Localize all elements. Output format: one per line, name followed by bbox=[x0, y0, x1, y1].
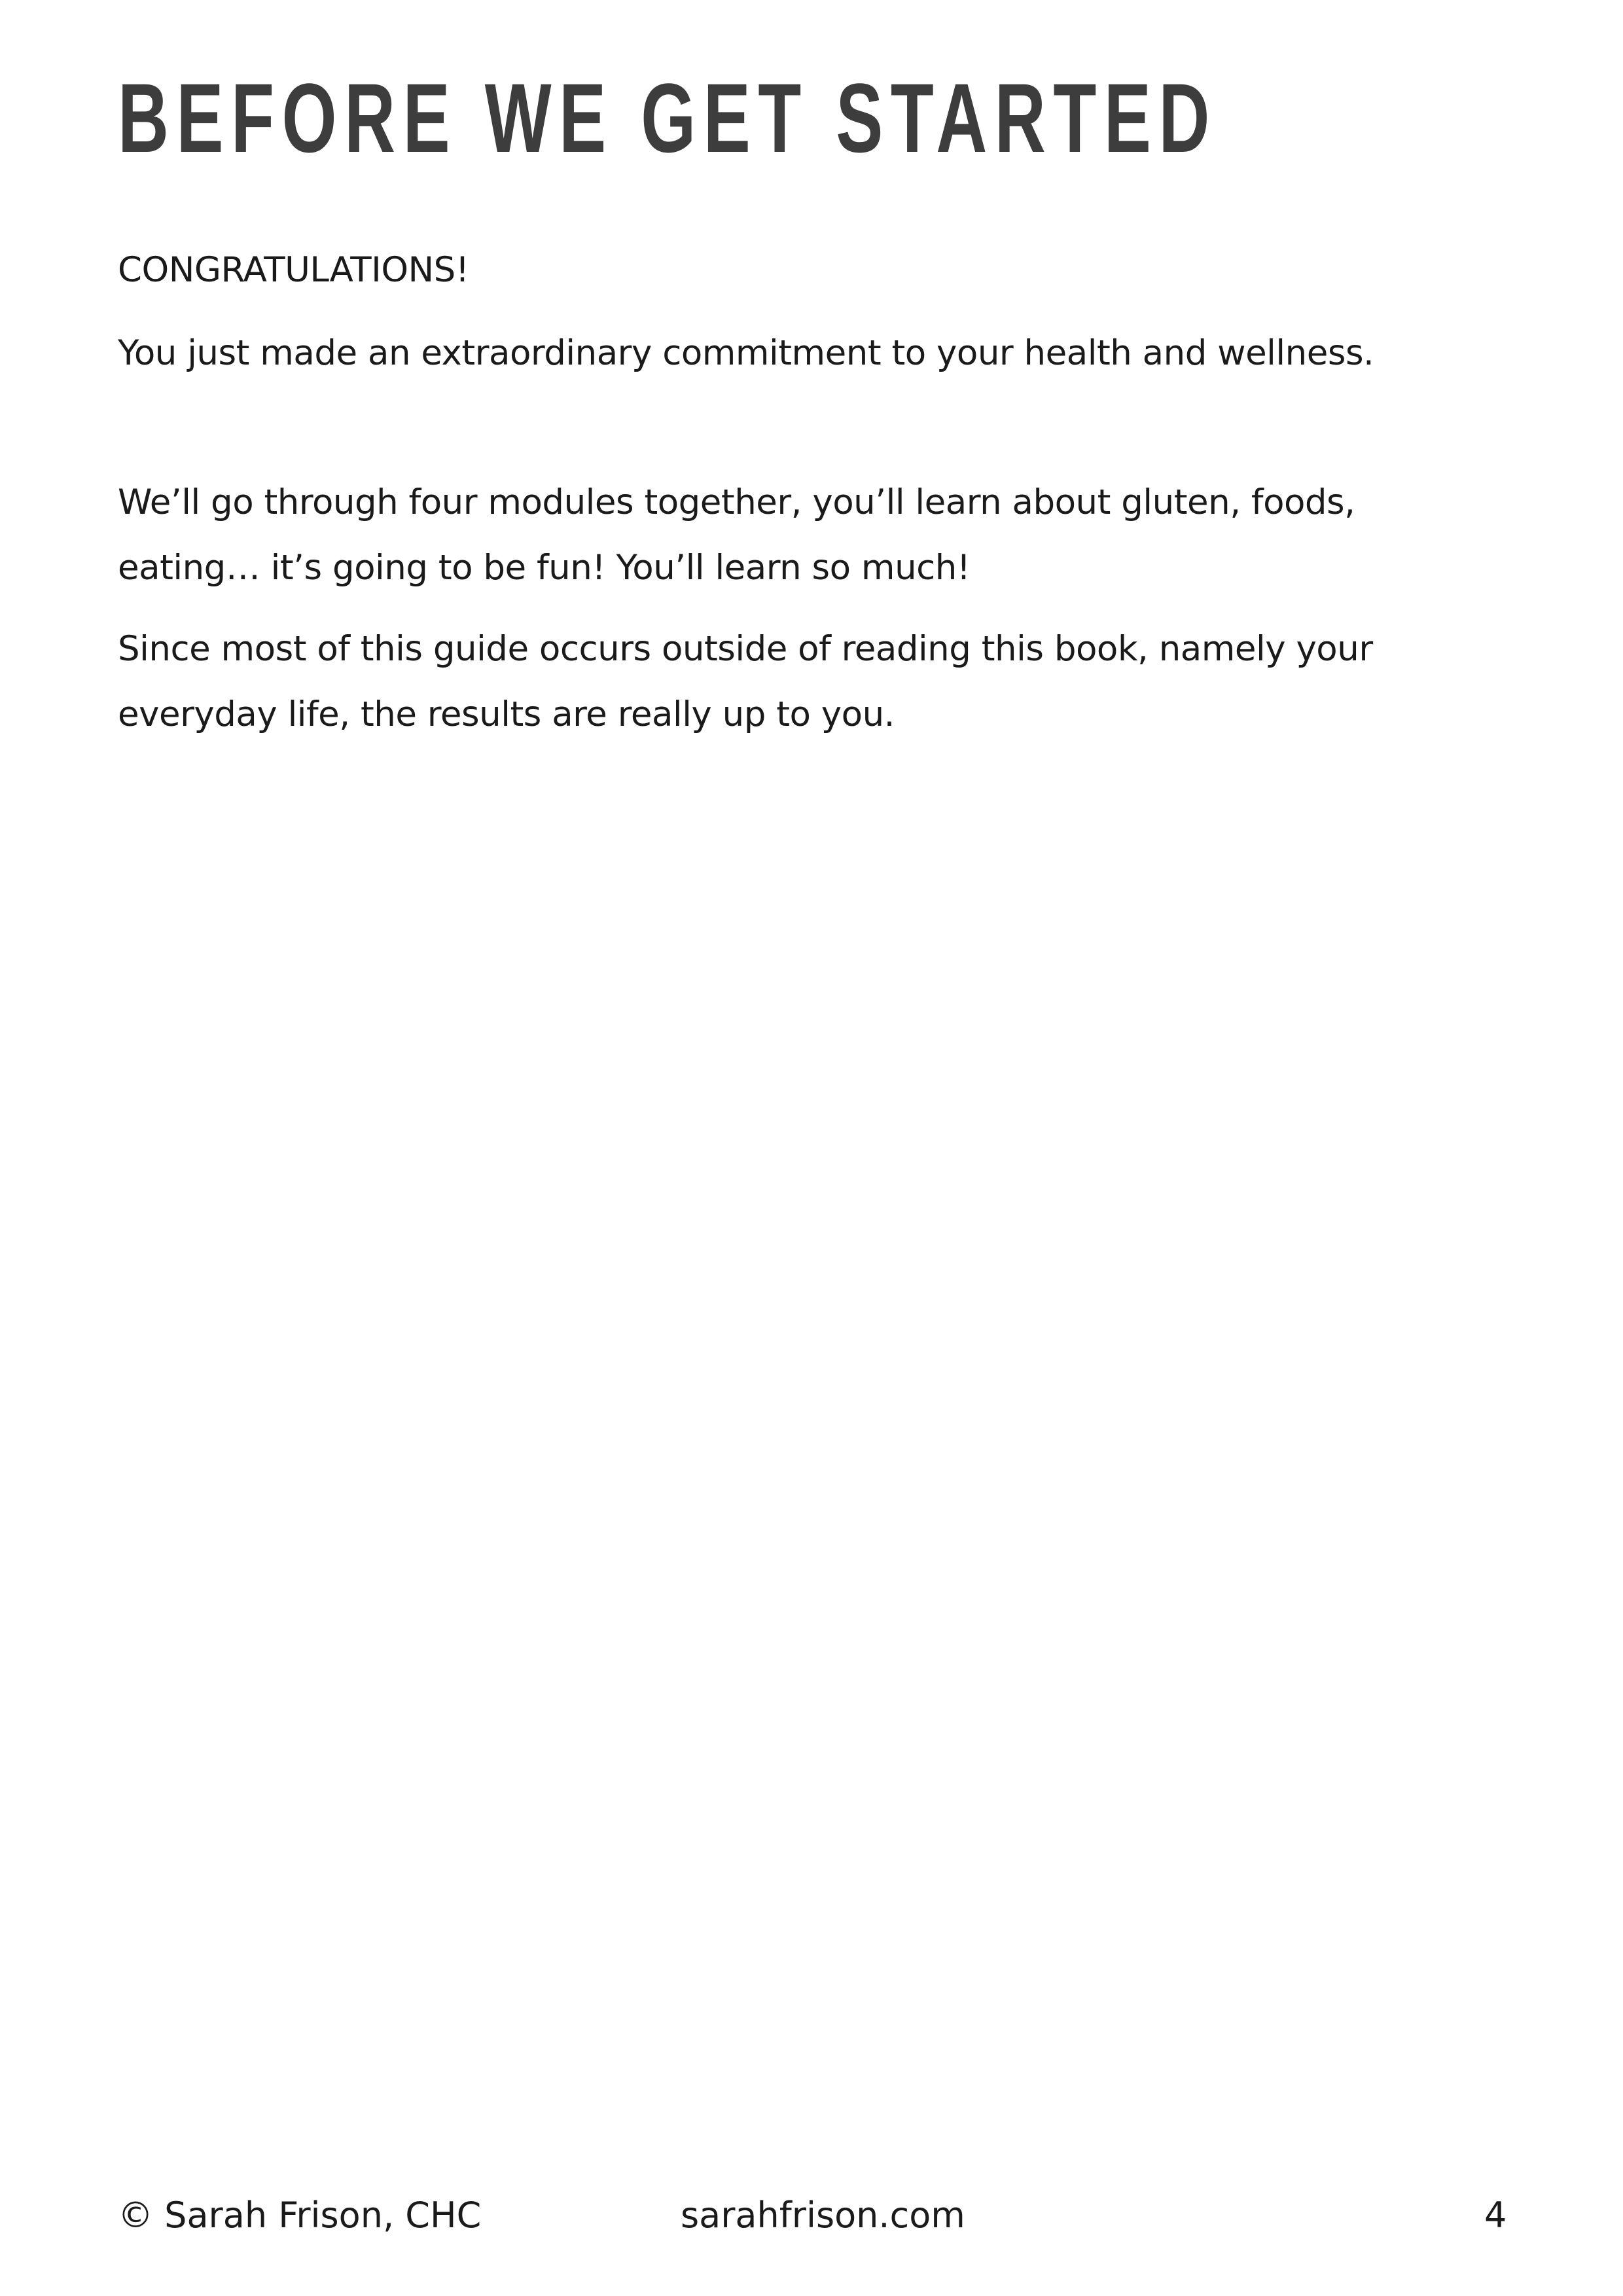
footer-copyright: © Sarah Frison, CHC bbox=[118, 2195, 482, 2236]
congrats-paragraph: CONGRATULATIONS! bbox=[118, 250, 469, 290]
commitment-paragraph: You just made an extraordinary commitment to your health and wellness. bbox=[118, 333, 1374, 373]
page-number: 4 bbox=[1484, 2195, 1507, 2236]
modules-paragraph: We’ll go through four modules together, you’ll learn about gluten, foods, eating… it’s going to be fun! You’ll learn so much! bbox=[118, 482, 1355, 588]
page-title: BEFORE WE GET STARTED bbox=[118, 63, 1217, 173]
footer-website: sarahfrison.com bbox=[681, 2195, 965, 2236]
since-paragraph: Since most of this guide occurs outside of reading this book, namely your everyday life, the results are really up to you. bbox=[118, 629, 1373, 734]
